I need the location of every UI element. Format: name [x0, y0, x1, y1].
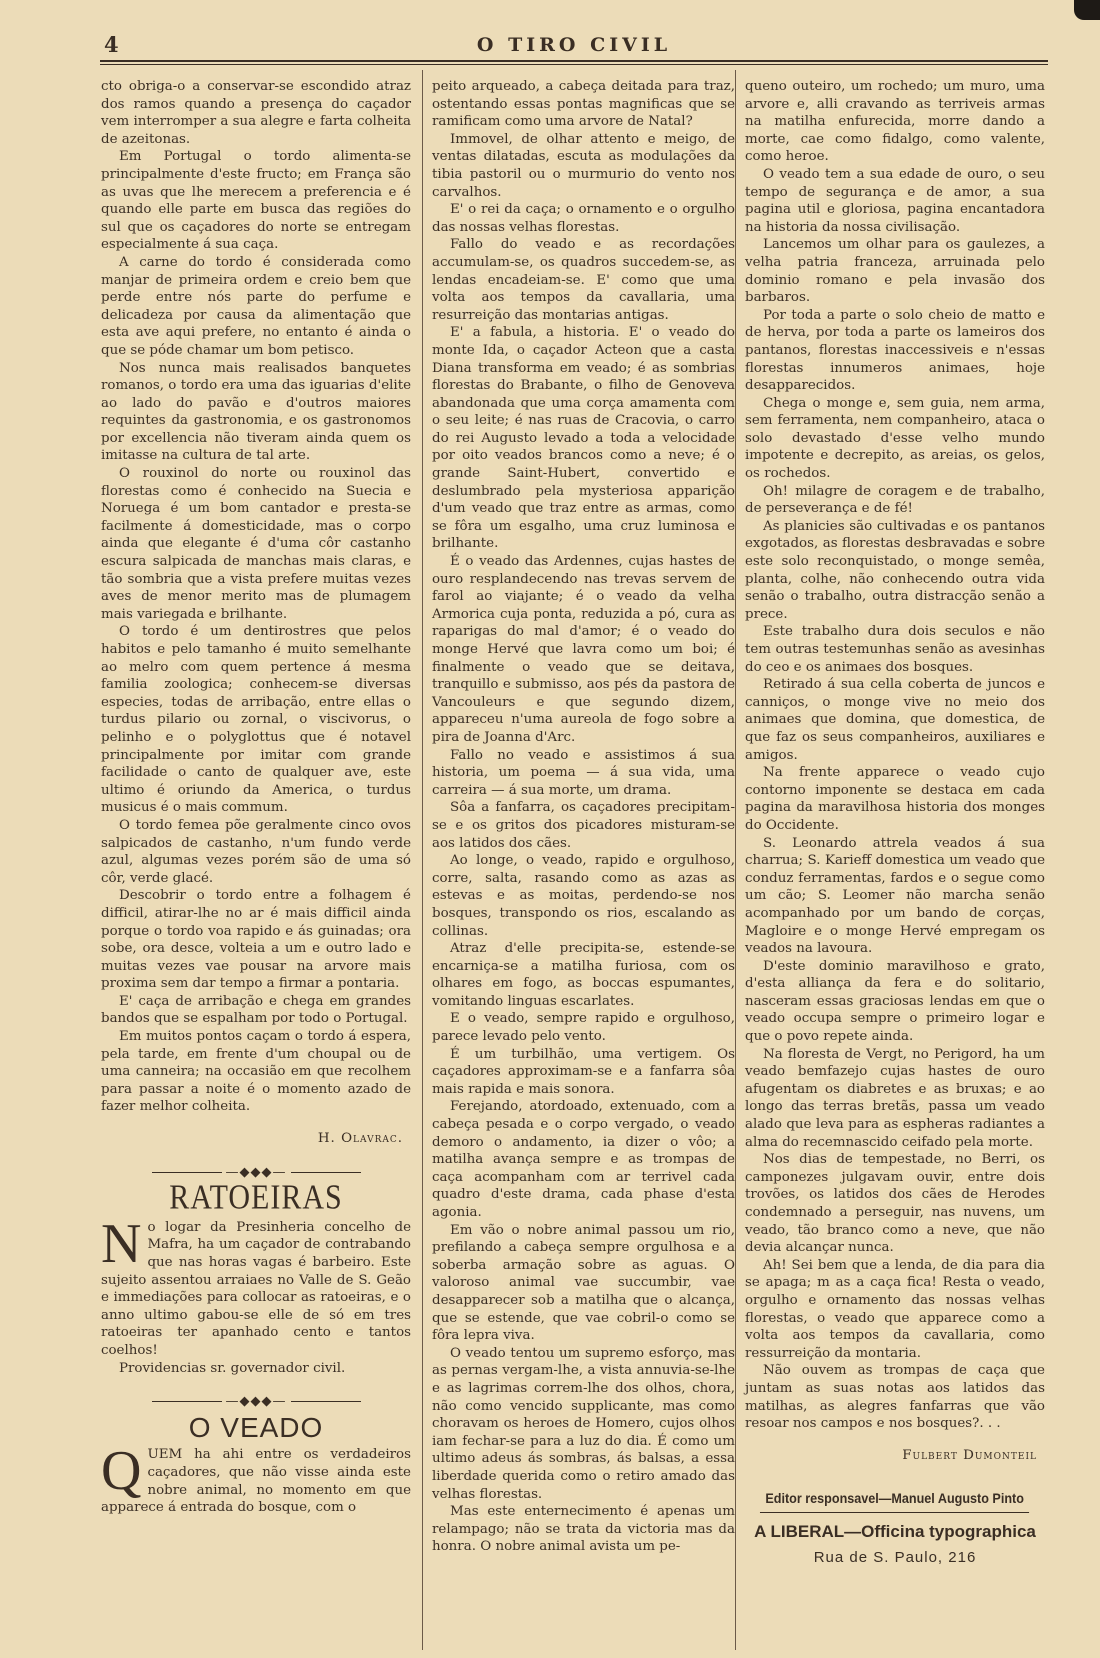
col2-paragraph: peito arqueado, a cabeça deitada para traz, ostentando essas pontas magnificas que se ramificam como uma arvore de Natal?	[432, 79, 735, 130]
page-header	[100, 32, 1048, 60]
signature-olavrac: H. Olavrac.	[317, 1131, 403, 1147]
col2-paragraph: Mas este enternecimento é apenas um relampago; não se trata da victoria mas da honra. O nobre animal avista um pe-	[432, 1504, 735, 1555]
col2-paragraph: E' o rei da caça; o ornamento e o orgulho das nossas velhas florestas.	[432, 202, 735, 235]
col3-paragraph: D'este dominio maravilhoso e grato, d'esta alliança da fera e do solitario, nasceram essas graciosas lendas em que o veado occupa sempre o primeiro logar e que o povo repete ainda.	[745, 958, 1045, 1045]
editor-line: Editor responsavel—Manuel Augusto Pinto	[760, 1490, 1029, 1513]
col1-paragraph: E' caça de arribação e chega em grandes bandos que se espalham por todo o Portugal.	[101, 993, 411, 1027]
col2-paragraph: Ao longe, o veado, rapido e orgulhoso, corre, salta, rasando como as azas as estevas e as moitas, perdendo-se nos bosques, transpondo os rios, escalando as collinas.	[432, 853, 735, 939]
heading-o-veado: O VEADO	[188, 1411, 324, 1443]
ornament-glyph: —◆◆◆—	[225, 1394, 287, 1410]
heading-ratoeiras: RATOEIRAS	[169, 1178, 343, 1217]
column-3-article-veado	[745, 78, 1045, 1433]
ratoeiras-paragraph-1	[101, 1212, 411, 1360]
imprint-footer	[745, 1490, 1045, 1566]
column-1	[101, 78, 411, 1517]
column-1-article-tordo	[101, 78, 411, 1116]
printer-address: Rua de S. Paulo, 216	[813, 1548, 977, 1566]
col2-paragraph: Immovel, de olhar attento e meigo, de ventas dilatadas, escuta as modulações da tibia pastoril ou o murmurio do vento nos carvalhos.	[432, 131, 735, 200]
col3-paragraph: S. Leonardo attrela veados á sua charrua; S. Karieff domestica um veado que conduz ferramentas, fardos e o segue como um cão; S. Leomer não marcha senão acompanhado por um bando de corças, Magloire e o monge Hervé empregam os veados na lavoura.	[745, 835, 1045, 957]
column-3	[735, 78, 1045, 1566]
ornament-line	[291, 1401, 361, 1402]
ornament-glyph: —◆◆◆—	[225, 1164, 287, 1180]
veado-intro	[101, 1440, 411, 1516]
col2-paragraph: O veado tentou um supremo esforço, mas as pernas vergam-lhe, a vista annuvia-se-lhe e as lagrimas correm-lhe dos olhos, chora, não como vencido supplicante, mas como choravam os heroes de Homero, cujos olhos iam fechar-se para a luz do dia. É como um ultimo adeus ás sombras, ás balsas, a essa liberdade querida como o retiro amado das velhas florestas.	[432, 1345, 735, 1502]
veado-intro-text: UEM ha ahi entre os verdadeiros caçadores, que não visse ainda este nobre animal, no momento em que apparece á entrada do bosque, com o	[101, 1447, 411, 1516]
ornament-line	[152, 1172, 222, 1173]
section-ornament-2	[101, 1393, 411, 1411]
printer-line: A LIBERAL—Officina typographica	[754, 1521, 1036, 1541]
col1-paragraph: O rouxinol do norte ou rouxinol das florestas como é conhecido na Suecia e Noruega é um bom cantador e presta-se facilmente á domesticidade, mas o corpo ainda que elegante é d'uma côr castanho escura salpicada de manchas mais claras, e tão sombria que a vista prefere muitas vezes aves de menor merito mas de plumagem mais variegada e brilhante.	[101, 466, 411, 622]
col3-paragraph: Nos dias de tempestade, no Berri, os camponezes julgavam ouvir, entre dois trovões, os latidos dos cães de Herodes condemnado a perseguir, nas nuvens, um veado, tão branco como a neve, que não devia alcançar nunca.	[745, 1152, 1045, 1256]
col2-paragraph: E' a fabula, a historia. E' o veado do monte Ida, o caçador Acteon que a casta Diana transforma em veado; é as sombrias florestas do Brabante, o filho de Genoveva abandonada que uma corça amamenta com o seu leite; é nas ruas de Cracovia, o carro do rei Augusto levado a toda a velocidade por oito veados brancos como a neve; é o grande Saint-Hubert, convertido e deslumbrado pela mysteriosa apparição d'um veado que traz entre as armas, como se fôra um esgalho, uma cruz luminosa e brilhante.	[432, 325, 735, 552]
col2-paragraph: Fallo do veado e as recordações accumulam-se, os quadros succedem-se, as lendas encadeiam-se. E' como que uma volta aos tempos da cavallaria, uma resurreição das montarias antigas.	[432, 237, 735, 323]
col1-paragraph: cto obriga-o a conservar-se escondido atraz dos ramos quando a presença do caçador vem interromper a sua alegre e farta colheita de azeitonas.	[101, 79, 411, 147]
col3-paragraph: Na frente apparece o veado cujo contorno imponente se destaca em cada pagina da maravilhosa historia dos monges do Occidente.	[745, 765, 1045, 833]
col3-paragraph: Na floresta de Vergt, no Perigord, ha um veado bemfazejo cujas hastes de ouro afugentam os diabretes e as bruxas; e ao longo das terras bretãs, passa um veado alado que leva para as espheras radiantes a alma do recemnascido ceifado pela morte.	[745, 1046, 1045, 1150]
col3-paragraph: Lancemos um olhar para os gaulezes, a velha patria franceza, arruinada pelo dominio romano e pela invasão dos barbaros.	[745, 237, 1045, 306]
col1-paragraph: Em muitos pontos caçam o tordo á espera, pela tarde, em frente d'um choupal ou de uma canneira; na occasião em que recolhem para passar a noite é o momento azado de fazer melhor colheita.	[101, 1029, 411, 1115]
ornament-line	[152, 1401, 222, 1402]
col2-paragraph: E o veado, sempre rapido e orgulhoso, parece levado pelo vento.	[432, 1011, 735, 1045]
ornament-line	[291, 1172, 361, 1173]
col1-paragraph: O tordo é um dentirostres que pelos habitos e pelo tamanho é muito semelhante ao melro com quem pertence á mesma familia zoologica; conhecem-se diversas especies, todas de arribação, entre ellas o turdus pilario ou zornal, o viscivorus, o pelinho e o polyglottus que é notavel principalmente por imitar com grande facilidade o canto de qualquer ave, este ultimo é oriundo da America, o turdus musicus é o mais commum.	[101, 624, 411, 816]
col3-paragraph: Ah! Sei bem que a lenda, de dia para dia se apaga; m as a caça fica! Resta o veado, orgulho e ornamento das nossas velhas florestas, o veado que apparece como a volta aos tempos da cavallaria, como ressurreição da montaria.	[745, 1257, 1045, 1361]
col2-paragraph: É o veado das Ardennes, cujas hastes de ouro resplandecendo nas trevas servem de farol ao viajante; é o veado da velha Armorica cuja ponta, reduzida a pó, cura as raparigas do mal d'amor; é o veado do monge Hervé que lavra como um boi; é finalmente o veado que se deitava, tranquillo e submisso, aos pés da pastora de Vancouleurs e que segundo dizem, appareceu n'uma aureola de fogo sobre a pira de Joanna d'Arc.	[432, 554, 735, 745]
col2-paragraph: Sôa a fanfarra, os caçadores precipitam-se e os gritos dos picadores misturam-se aos latidos dos cães.	[432, 800, 735, 851]
ratoeiras-paragraph-2: Providencias sr. governador civil.	[119, 1360, 346, 1376]
column-2-article-veado	[432, 78, 735, 1556]
col1-paragraph: A carne do tordo é considerada como manjar de primeira ordem e creio bem que perde entre nós parte do perfume e delicadeza por causa da alimentação que esta ave aqui prefere, no entanto é ainda o que se póde chamar um bom petisco.	[101, 254, 411, 358]
page-number: 4	[104, 32, 119, 57]
col3-paragraph: O veado tem a sua edade de ouro, o seu tempo de segurança e de amor, a sua pagina util e gloriosa, pagina encantadora na historia da nossa civilisação.	[745, 166, 1045, 235]
col1-paragraph: Descobrir o tordo entre a folhagem é difficil, atirar-lhe no ar é mais difficil ainda porque o tordo voa rapido e ás guinadas; ora sobe, ora desce, volteia a um e outro lado e muitas vezes vae pousar na arvore mais proxima sem dar tempo a firmar a pontaria.	[101, 888, 411, 992]
signature-dumonteil: Fulbert Dumonteil	[902, 1447, 1037, 1463]
column-2	[422, 78, 735, 1556]
col2-paragraph: Em vão o nobre animal passou um rio, prefilando a cabeça sempre orgulhosa e a soberba armação sobre as aguas. O valoroso animal vae succumbir, vae desapparecer sob a matilha que o alcança, que se estende, que vae cobril-o como se fôra lepra viva.	[432, 1222, 735, 1344]
col3-paragraph: Este trabalho dura dois seculos e não tem outras testemunhas senão as avesinhas do ceo e os animaes dos bosques.	[745, 624, 1045, 675]
col1-paragraph: O tordo femea põe geralmente cinco ovos salpicados de castanho, n'um fundo verde azul, algumas vezes porém são de uma só côr, verde glacé.	[101, 817, 411, 886]
page-corner-mark	[1074, 0, 1100, 20]
col3-paragraph: Não ouvem as trompas de caça que juntam as suas notas aos latidos das matilhas, as alegres fanfarras que vão resoar nos campos e nos bosques?. . .	[745, 1363, 1045, 1432]
col2-paragraph: Atraz d'elle precipita-se, estende-se encarniça-se a matilha furiosa, com os olhares em fogo, as boccas espumantes, vomitando linguas escarlates.	[432, 941, 735, 1009]
col3-paragraph: Por toda a parte o solo cheio de matto e de herva, por toda a parte os lameiros dos pantanos, florestas inaccessiveis e n'essas florestas innumeros animaes, hoje desapparecidos.	[745, 307, 1045, 394]
dropcap-n: N	[101, 1212, 142, 1275]
col3-paragraph: Chega o monge e, sem guia, nem arma, sem ferramenta, nem companheiro, ataca o solo devastado d'esse velho mundo impotente e decrepito, as areias, os gelos, os rochedos.	[745, 395, 1045, 482]
dropcap-q: Q	[101, 1440, 142, 1503]
ratoeiras-text-1: o logar da Presinheria concelho de Mafra, ha um caçador de contrabando que nas horas vagas é barbeiro. Este sujeito assentou arraiaes no Valle de S. Geão e immediações para collocar as ratoeiras, e o anno ultimo gabou-se elle de só em tres ratoeiras ter apanhado cento e tantos coelhos!	[101, 1219, 411, 1358]
col3-paragraph: queno outeiro, um rochedo; um muro, uma arvore e, alli cravando as terriveis armas na matilha enfurecida, morre dando a morte, cae como fidalgo, como valente, como heroe.	[745, 79, 1045, 165]
col2-paragraph: Ferejando, atordoado, extenuado, com a cabeça pesada e o corpo vergado, o veado demoro o andamento, ia dizer o vôo; a matilha avança sempre e as trompas de caça acompanham com ar terrivel cada quadro d'este drama, cada phase d'esta agonia.	[432, 1099, 735, 1220]
col3-paragraph: Oh! milagre de coragem e de trabalho, de perseverança e de fé!	[745, 483, 1045, 517]
newspaper-title: O TIRO CIVIL	[476, 34, 672, 56]
col1-paragraph: Nos nunca mais realisados banquetes romanos, o tordo era uma das iguarias d'elite ao lado do pavão e d'outros maiores requintes da gastronomia, e os gastronomos por excellencia não tiveram ainda quem os imitasse na cultura de tal arte.	[101, 360, 411, 464]
header-rule	[100, 60, 1048, 65]
col3-paragraph: Retirado á sua cella coberta de juncos e canniços, o monge vive no meio dos animaes que domina, que domestica, de que faz os seus companheiros, auxiliares e amigos.	[745, 677, 1045, 763]
col2-paragraph: É um turbilhão, uma vertigem. Os caçadores approximam-se e a fanfarra sôa mais rapida e mais sonora.	[432, 1046, 735, 1097]
col3-paragraph: As planicies são cultivadas e os pantanos exgotados, as florestas desbravadas e sobre este solo reconquistado, o monge semêa, planta, colhe, não conhecendo outra vida senão o trabalho, outra distracção senão a prece.	[745, 518, 1045, 622]
col1-paragraph: Em Portugal o tordo alimenta-se principalmente d'este fructo; em França são as uvas que lhe merecem a preferencia e é quando elle parte em busca das regiões do sul que os caçadores do norte se entregam especialmente á sua caça.	[101, 149, 411, 253]
col2-paragraph: Fallo no veado e assistimos á sua historia, um poema — á sua vida, uma carreira — á sua morte, um drama.	[432, 747, 735, 798]
